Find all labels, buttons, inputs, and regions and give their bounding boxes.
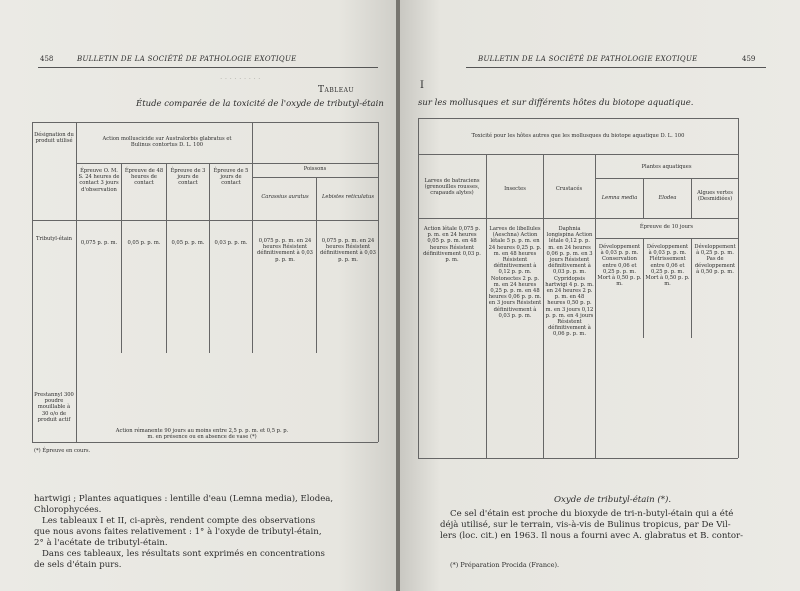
body-line: que nous avons faites relativement : 1° à l'oxyde de tributyl-étain,: [34, 527, 322, 537]
body-line: Les tableaux I et II, ci-après, rendent compte des observations: [42, 516, 316, 526]
header-rule: [38, 67, 378, 68]
sub-carassius: Carassius auratus: [261, 194, 309, 200]
sub-algues: Algues vertes (Desmidiées): [697, 190, 733, 203]
epreuve-10-jours: Épreuve de 10 jours: [639, 224, 694, 230]
left-page: [0, 0, 398, 591]
body-line: lers (loc. cit.) en 1963. Il nous a fourni avec A. glabratus et B. contor-: [440, 531, 744, 541]
body-line: Chlorophycées.: [34, 505, 102, 515]
col-plantes: Plantes aquatiques: [641, 164, 692, 170]
cell-lemna: Développement à 0,03 p. p. m. Conservation entre 0,06 et 0,25 p. p. m. Mort à 0,50 p. p. m.: [597, 244, 642, 288]
body-line: déjà utilisé, sur le terrain, vis-à-vis de Bulinus tropicus, par De Vil-: [440, 520, 731, 530]
table-header: Toxicité pour les hôtes autres que les mollusques du biotope aquatique D. L. 100: [471, 133, 685, 139]
footnote: (*) Préparation Procida (France).: [450, 561, 560, 569]
sub-lemna: Lemna media: [601, 195, 638, 201]
page-number: 459: [742, 55, 756, 63]
table-caption: sur les mollusques et sur différents hôtes du biotope aquatique.: [418, 98, 694, 108]
body-line: Dans ces tableaux, les résultats sont exprimés en concentrations: [42, 549, 325, 559]
col-larves: Larves de batraciens (grenouilles rousses, crapauds alytes): [424, 178, 480, 197]
toxicity-table-right: [418, 118, 738, 476]
row1-carassius: 0,075 p. p. m. en 24 heures Résistent définitivement à 0,03 p. p. m.: [257, 238, 313, 263]
table-footnote: (*) Épreuve en cours.: [34, 448, 91, 454]
row1-name: Tributyl-étain: [36, 236, 72, 242]
section-title: Oxyde de tributyl-étain (*).: [554, 495, 672, 505]
page-number: 458: [40, 55, 54, 63]
bleed-through: · · · · · · · · ·: [220, 74, 261, 83]
cell-crustaces: Daphnia longispina Action létale 0,12 p. p. m. en 24 heures 0,06 p. p. m. en 3 jours Résistent définitivement à 0,03 p. p. m. Cypridopsis hartwigi 4 p. p. m. en 24 heures 2 p. p. m. en 48 heures 0,50 p. p. m. en 3 jours 0,12 p. p. m. en 4 jours Résistent définitivement à 0,06 p. p. m.: [545, 226, 594, 338]
sub-lebistes: Lebistes reticulatus: [321, 194, 374, 200]
sub-3j: Épreuve de 3 jours de contact: [170, 168, 206, 187]
sub-48h: Épreuve de 48 heures de contact: [124, 168, 164, 187]
body-line: Ce sel d'étain est proche du bioxyde de tri-n-butyl-étain qui a été: [450, 509, 734, 519]
row1-lebistes: 0,075 p. p. m. en 24 heures Résistent définitivement à 0,03 p. p. m.: [320, 238, 376, 263]
row1-oms: 0,075 p. p. m.: [80, 240, 118, 246]
col-poissons: Poissons: [303, 166, 327, 172]
running-head: BULLETIN DE LA SOCIÉTÉ DE PATHOLOGIE EXOTIQUE: [77, 55, 297, 63]
row1-3j: 0,05 p. p. m.: [171, 240, 205, 246]
row2-action: Action rémanente 90 jours au moins entre 2,5 p. p. m. et 0,5 p. p. m. en présence ou en absence de vase (*): [115, 428, 289, 441]
cell-insectes: Larves de libellules (Aeschna) Action létale 5 p. p. m. en 24 heures 0,25 p. p. m. en 48 heures Résistent définitivement à 0,12 p. p. m. Notonectes 2 p. p. m. en 24 heures 0,25 p. p. m. en 48 heures 0,06 p. p. m. en 3 jours Résistent définitivement à 0,03 p. p. m.: [488, 226, 542, 319]
cell-larves: Action létale 0,075 p. p. m. en 24 heures 0,05 p. p. m. en 48 heures Résistent définitivement 0,03 p. p. m.: [423, 226, 481, 264]
table-caption: Étude comparée de la toxicité de l'oxyde de tributyl-étain: [136, 99, 384, 109]
header-rule: [466, 67, 766, 68]
row1-48h: 0,05 p. p. m.: [127, 240, 161, 246]
body-line: de sels d'étain purs.: [34, 560, 122, 570]
row1-5j: 0,03 p. p. m.: [214, 240, 248, 246]
cell-elodea: Développement à 0,03 p. p. m. Flétrissement entre 0,06 et 0,25 p. p. m. Mort à 0,50 p. p. m.: [645, 244, 690, 288]
toxicity-table-left: [32, 122, 378, 458]
row2-name: Prestannyl 300 poudre mouillable à 30 o/o de produit actif: [34, 392, 74, 423]
right-page: [400, 0, 800, 591]
sub-oms: Épreuve O. M. S. 24 heures de contact 3 jours d'observation: [78, 168, 120, 193]
body-line: 2° à l'acétate de tributyl-étain.: [34, 538, 168, 548]
col-action: Action molluscicide sur Australorbis glabratus et Bulinus contortus D. L. 100: [102, 136, 232, 149]
sub-elodea: Elodea: [658, 195, 677, 201]
cell-algues: Développement à 0,25 p. p. m. Pas de développement à 0,50 p. p. m.: [694, 244, 736, 275]
table-numeral: I: [420, 80, 424, 91]
body-line: hartwigi ; Plantes aquatiques : lentille d'eau (Lemna media), Elodea,: [34, 494, 334, 504]
col-insectes: Insectes: [504, 186, 526, 192]
body-text: [34, 494, 384, 571]
body-text: [440, 509, 790, 542]
col-crustaces: Crustacés: [555, 186, 583, 192]
running-head: BULLETIN DE LA SOCIÉTÉ DE PATHOLOGIE EXOTIQUE: [478, 55, 698, 63]
table-word: Tableau: [318, 85, 354, 95]
sub-5j: Épreuve de 5 jours de contact: [213, 168, 249, 187]
col-designation: Désignation du produit utilisé: [34, 132, 74, 145]
